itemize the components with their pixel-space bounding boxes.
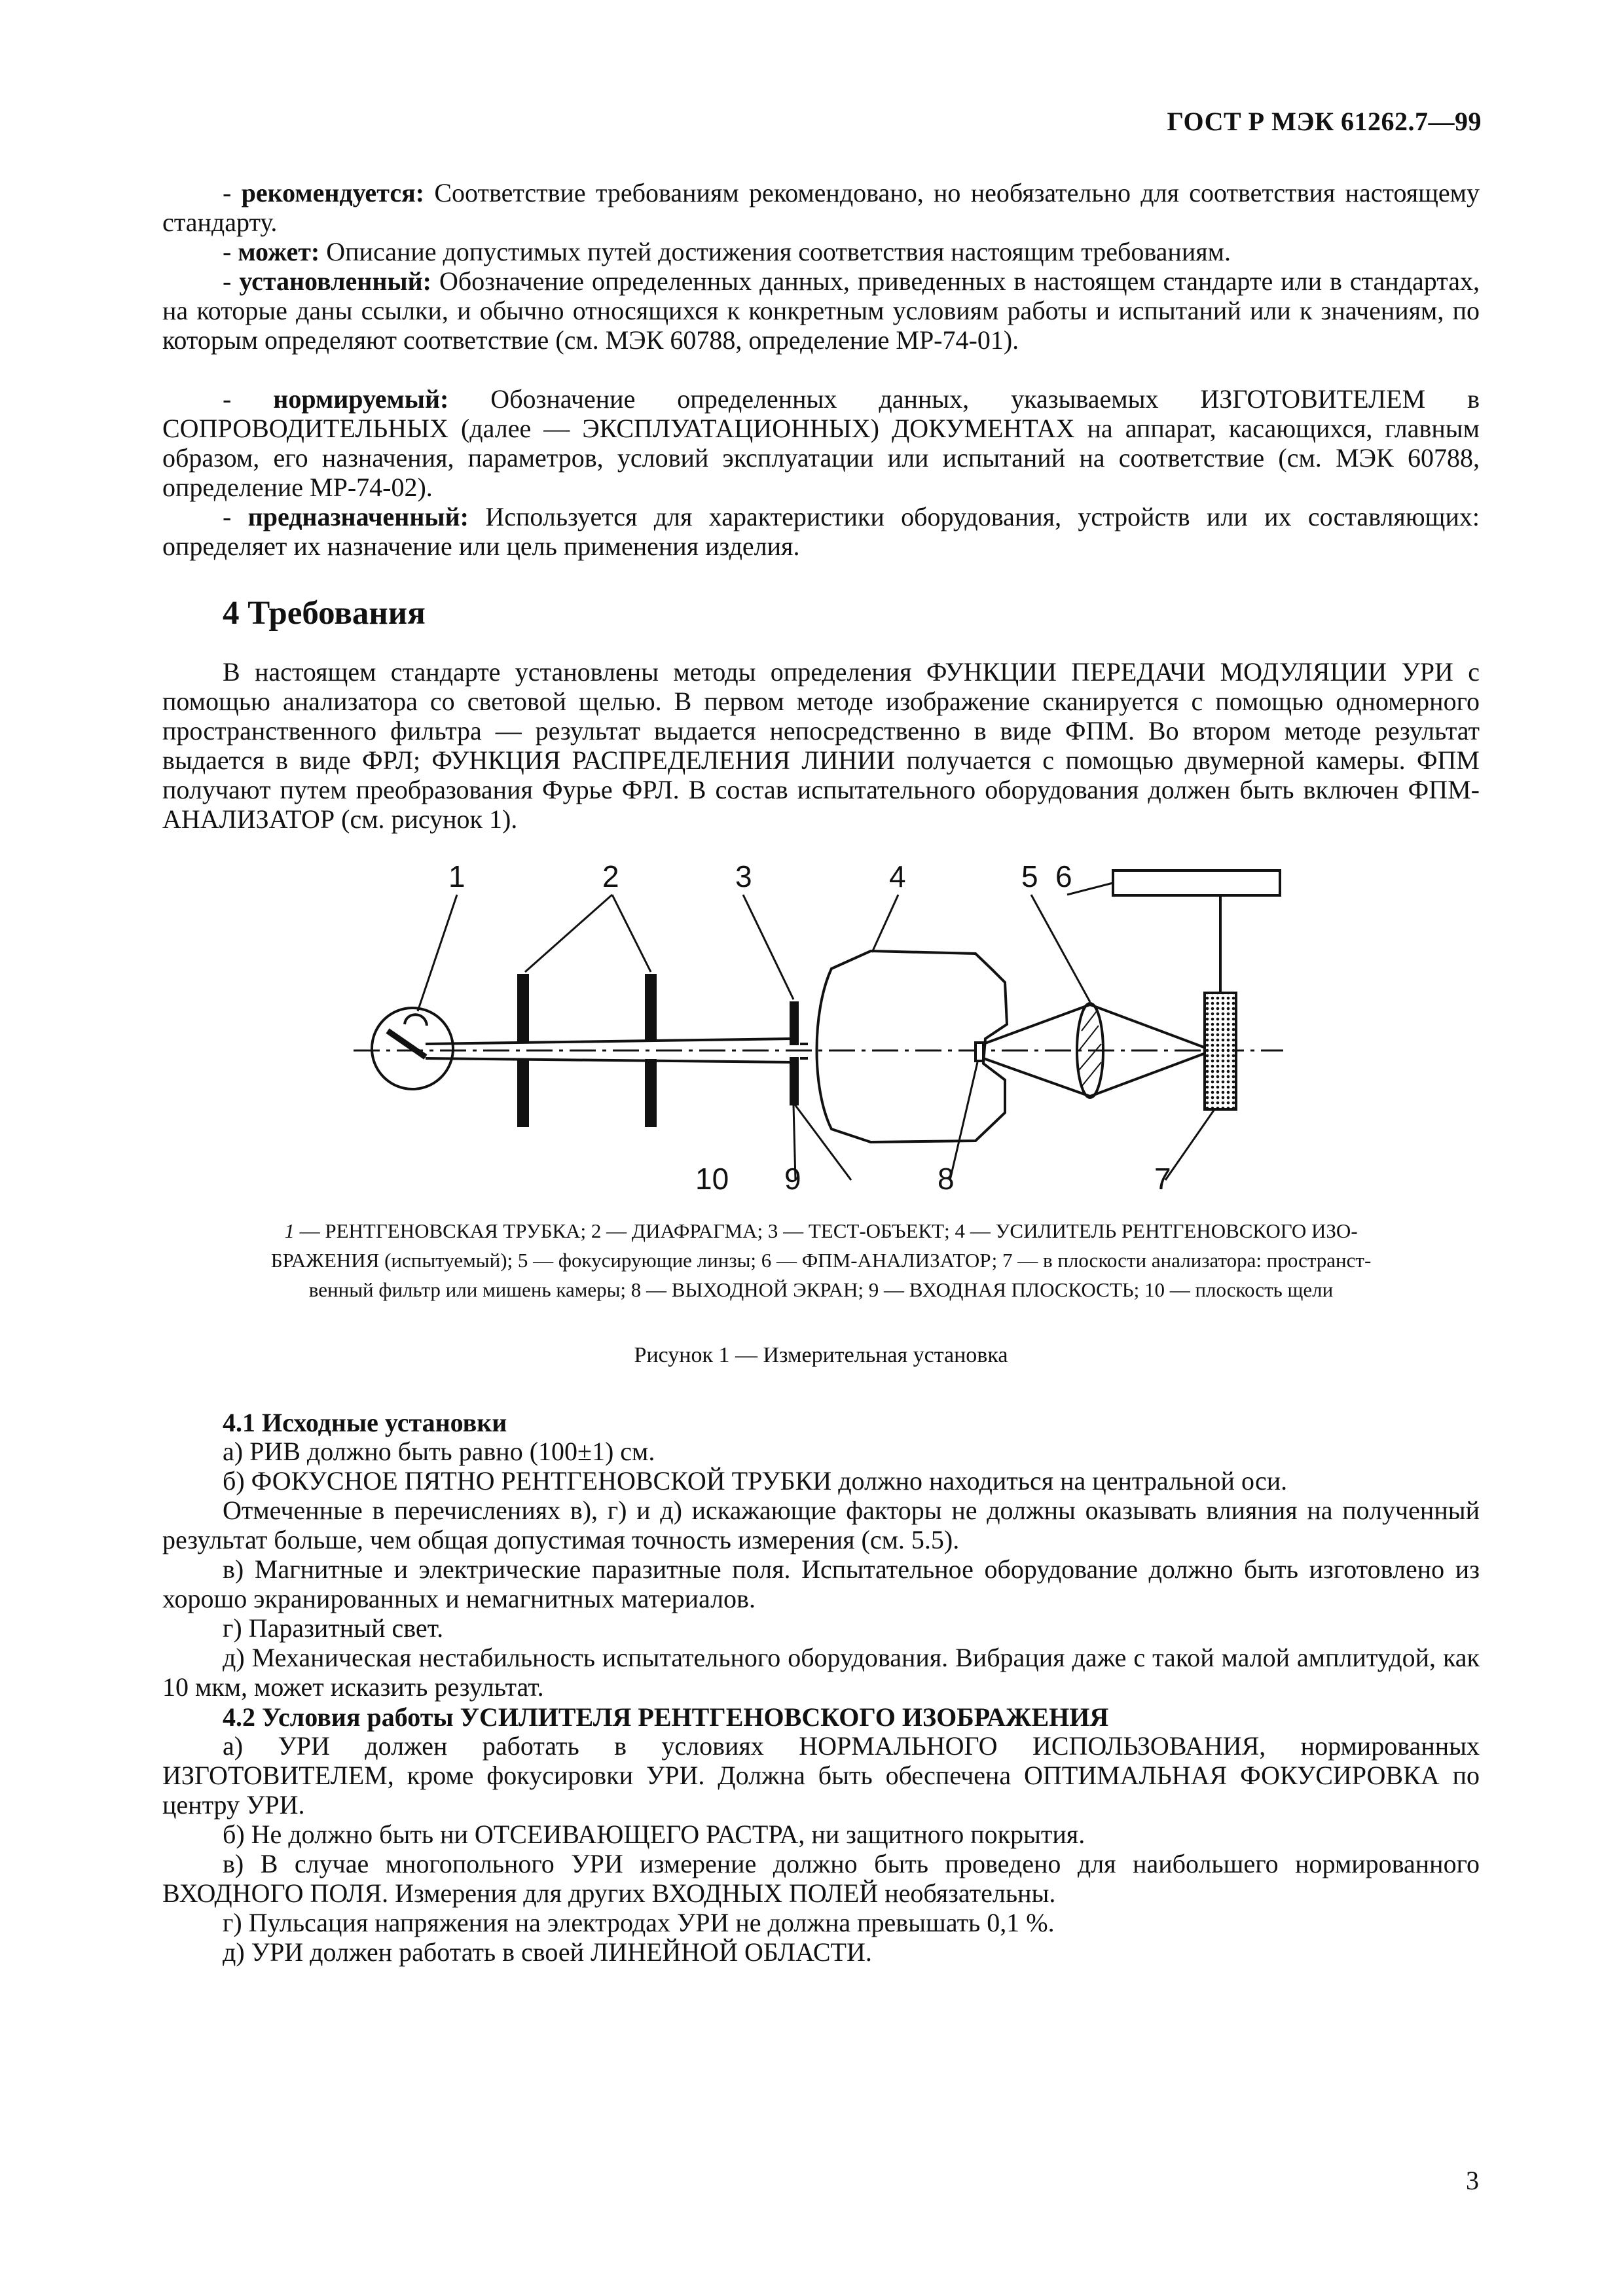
section-4-1-item-b: б) ФОКУСНОЕ ПЯТНО РЕНТГЕНОВСКОЙ ТРУБКИ должно находиться на центральной оси.: [223, 1466, 1288, 1496]
section-4-1-item-g: г) Паразитный свет.: [223, 1613, 444, 1643]
section-4-1-item-v: в) Магнитные и электрические паразитные поля. Испытательное оборудование должно быть изготовлено из хорошо экранированных и немагнитных материалов.: [162, 1554, 1480, 1613]
fig-label-1: 1: [448, 859, 465, 893]
section-4-2-item-g: г) Пульсация напряжения на электродах УРИ не должна превышать 0,1 %.: [223, 1908, 1055, 1937]
definition-recommended: - рекомендуется: Соответствие требованиям рекомендовано, но необязательно для соответствия настоящему стандарту.: [162, 178, 1480, 237]
test-object-top: [791, 1003, 797, 1044]
test-object-bottom: [791, 1058, 797, 1104]
figure-caption: Рисунок 1 — Измерительная установка: [634, 1343, 1008, 1367]
section-4-2-item-v: в) В случае многопольного УРИ измерение должно быть проведено для наибольшего нормированного ВХОДНОГО ПОЛЯ. Измерения для других ВХОДНЫХ ПОЛЕЙ необязательны.: [162, 1849, 1480, 1908]
xray-tube-anode: [388, 1031, 426, 1057]
fig-label-2: 2: [602, 859, 619, 893]
diaphragm-2: [646, 975, 655, 1041]
definition-may: - может: Описание допустимых путей достижения соответствия настоящим требованиям.: [223, 237, 1231, 266]
figure-legend-line-2: БРАЖЕНИЯ (испытуемый); 5 — фокусирующие линзы; 6 — ФПМ-АНАЛИЗАТОР; 7 — в плоскости анализатора: пространст-: [270, 1249, 1372, 1272]
document-header: ГОСТ Р МЭК 61262.7—99: [1167, 107, 1482, 136]
definition-intended: - предназначенный: Используется для характеристики оборудования, устройств или их составляющих: определяет их назначение или цель применения изделия.: [162, 502, 1480, 561]
page-number: 3: [1466, 2166, 1479, 2195]
output-screen: [976, 1043, 983, 1061]
fig-label-5: 5: [1021, 859, 1038, 893]
section-4-2-item-b: б) Не должно быть ни ОТСЕИВАЮЩЕГО РАСТРА, ни защитного покрытия.: [223, 1820, 1085, 1849]
diaphragm-1b: [519, 1060, 528, 1126]
section-4-title: 4 Требования: [223, 595, 426, 632]
section-4-2-item-d: д) УРИ должен работать в своей ЛИНЕЙНОЙ ОБЛАСТИ.: [223, 1937, 872, 1967]
xray-tube-cathode: [405, 1014, 427, 1026]
fig-label-8: 8: [938, 1162, 955, 1194]
figure-legend-line-3: венный фильтр или мишень камеры; 8 — ВЫХОДНОЙ ЭКРАН; 9 — ВХОДНАЯ ПЛОСКОСТЬ; 10 — плоскость щели: [308, 1278, 1334, 1301]
measurement-setup-diagram: [314, 854, 1336, 1194]
figure-legend-line-1: 1 — РЕНТГЕНОВСКАЯ ТРУБКА; 2 — ДИАФРАГМА; 3 — ТЕСТ-ОБЪЕКТ; 4 — УСИЛИТЕЛЬ РЕНТГЕНОВСКОГО ИЗО-: [284, 1219, 1358, 1242]
fig-label-7: 7: [1154, 1162, 1171, 1194]
fig-label-6: 6: [1055, 859, 1072, 893]
section-4-intro: В настоящем стандарте установлены методы определения ФУНКЦИИ ПЕРЕДАЧИ МОДУЛЯЦИИ УРИ с помощью анализатора со световой щелью. В первом методе изображение сканируется с помощью одномерного пространственного фильтра — результат выдается непосредственно в виде ФПМ. Во втором методе результат выдается в виде ФРЛ; ФУНКЦИЯ РАСПРЕДЕЛЕНИЯ ЛИНИИ получается с помощью двумерной камеры. ФПМ получают путем преобразования Фурье ФРЛ. В состав испытательного оборудования должен быть включен ФПМ-АНАЛИЗАТОР (см. рисунок 1).: [162, 657, 1480, 834]
fig-label-3: 3: [735, 859, 752, 893]
fig-label-4: 4: [889, 859, 906, 893]
section-4-2-title: 4.2 Условия работы УСИЛИТЕЛЯ РЕНТГЕНОВСКОГО ИЗОБРАЖЕНИЯ: [223, 1702, 1109, 1732]
section-4-1-note: Отмеченные в перечислениях в), г) и д) искажающие факторы не должны оказывать влияния на полученный результат больше, чем общая допустимая точность измерения (см. 5.5).: [162, 1496, 1480, 1554]
definition-specified: - установленный: Обозначение определенных данных, приведенных в настоящем стандарте или в стандартах, на которые даны ссылки, и обычно относящихся к конкретным условиям работы и испытаний или к значениям, по которым определяют соответствие (см. МЭК 60788, определение МР-74-01).: [162, 266, 1480, 355]
definition-rated: - нормируемый: Обозначение определенных данных, указываемых ИЗГОТОВИТЕЛЕМ в СОПРОВОДИТЕЛЬНЫХ (далее — ЭКСПЛУАТАЦИОННЫХ) ДОКУМЕНТАХ на аппарат, касающихся, главным образом, его назначения, параметров, условий эксплуатации или испытаний на соответствие (см. МЭК 60788, определение МР-74-02).: [162, 384, 1480, 502]
section-4-2-item-a: а) УРИ должен работать в условиях НОРМАЛЬНОГО ИСПОЛЬЗОВАНИЯ, нормированных ИЗГОТОВИТЕЛЕМ, кроме фокусировки УРИ. Должна быть обеспечена ОПТИМАЛЬНАЯ ФОКУСИРОВКА по центру УРИ.: [162, 1731, 1480, 1820]
section-4-1-item-a: а) РИВ должно быть равно (100±1) см.: [223, 1437, 655, 1466]
diaphragm-2b: [646, 1060, 655, 1126]
diaphragm-1: [519, 975, 528, 1041]
mtf-analyzer-box: [1113, 870, 1280, 895]
fig-label-9: 9: [784, 1162, 801, 1194]
section-4-1-title: 4.1 Исходные установки: [223, 1408, 507, 1437]
section-4-1-item-d: д) Механическая нестабильность испытательного оборудования. Вибрация даже с такой малой амплитудой, как 10 мкм, может исказить результат.: [162, 1643, 1480, 1702]
fig-label-10: 10: [695, 1162, 729, 1194]
